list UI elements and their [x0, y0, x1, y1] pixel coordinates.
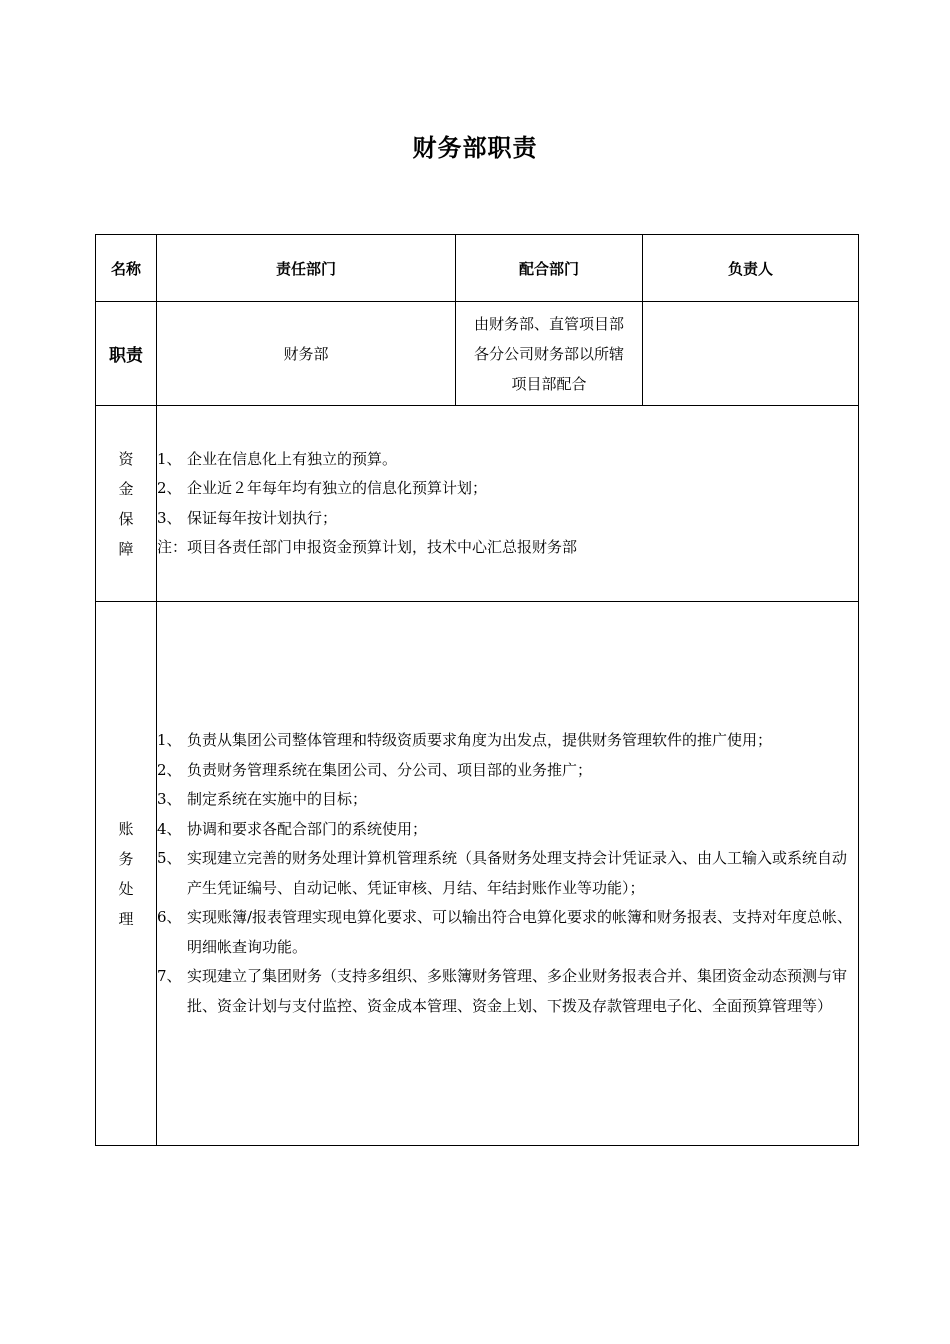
item-text: 企业在信息化上有独立的预算。	[187, 449, 398, 468]
label-char: 障	[118, 539, 134, 558]
duty-row	[96, 302, 859, 406]
item-text: 实现建立完善的财务处理计算机管理系统（具备财务处理支持会计凭证录入、由人工输入或系统自动产生凭证编号、自动记帐、凭证审核、月结、年结封账作业等功能）；	[187, 849, 848, 897]
accounting-section-label	[96, 602, 157, 1146]
list-item	[157, 815, 858, 845]
item-number: 3、	[157, 790, 182, 808]
accounting-section-row	[96, 602, 859, 1146]
cooperating-line: 项目部配合	[511, 374, 587, 393]
list-item	[157, 903, 858, 962]
item-number: 3、	[157, 508, 182, 527]
item-number: 1、	[157, 731, 182, 749]
header-cooperating-dept: 配合部门	[456, 235, 643, 302]
header-person-in-charge: 负责人	[643, 235, 859, 302]
item-number: 4、	[157, 819, 182, 838]
list-item	[157, 962, 858, 1021]
label-char: 务	[118, 849, 134, 868]
fund-section-label	[96, 406, 157, 602]
list-item	[157, 726, 858, 756]
responsible-dept-value: 财务部	[157, 302, 456, 406]
duty-label: 职责	[96, 302, 157, 406]
cooperating-line: 各分公司财务部以所辖	[473, 344, 624, 363]
cooperating-line: 由财务部、直管项目部	[473, 314, 624, 333]
item-number: 2、	[157, 479, 182, 497]
item-number: 5、	[157, 849, 182, 867]
page-title: 财务部职责	[412, 133, 538, 162]
list-item	[157, 504, 858, 534]
item-text: 负责财务管理系统在集团公司、分公司、项目部的业务推广；	[187, 760, 593, 779]
fund-note: 注：项目各责任部门申报资金预算计划，技术中心汇总报财务部	[157, 538, 578, 556]
header-responsible-dept: 责任部门	[157, 235, 456, 302]
item-text: 保证每年按计划执行；	[187, 508, 338, 527]
item-number: 1、	[157, 449, 182, 468]
item-number: 6、	[157, 908, 182, 926]
item-number: 2、	[157, 760, 182, 779]
list-item	[157, 445, 858, 475]
fund-section-content	[157, 406, 859, 602]
duty-table	[95, 234, 859, 1146]
list-item	[157, 474, 858, 504]
label-char: 处	[118, 879, 134, 898]
item-number: 7、	[157, 967, 182, 985]
list-item	[157, 785, 858, 815]
accounting-section-content	[157, 602, 859, 1146]
label-char: 保	[118, 509, 134, 528]
list-item	[157, 756, 858, 786]
item-text: 制定系统在实施中的目标；	[187, 790, 368, 808]
item-text: 负责从集团公司整体管理和特级资质要求角度为出发点，提供财务管理软件的推广使用；	[187, 731, 773, 749]
list-item	[157, 844, 858, 903]
label-char: 账	[118, 819, 134, 838]
person-in-charge-value	[643, 302, 859, 406]
item-text: 实现账簿/报表管理实现电算化要求、可以输出符合电算化要求的帐簿和财务报表、支持对年度总帐、明细帐查询功能。	[187, 908, 853, 956]
label-char: 理	[118, 909, 134, 928]
cooperating-dept-value	[456, 302, 643, 406]
item-text: 企业近２年每年均有独立的信息化预算计划；	[187, 479, 488, 497]
header-name: 名称	[96, 235, 157, 302]
item-text: 实现建立了集团财务（支持多组织、多账簿财务管理、多企业财务报表合并、集团资金动态预测与审批、资金计划与支付监控、资金成本管理、资金上划、下拨及存款管理电子化、全面预算管理等）	[187, 967, 848, 1015]
label-char: 资	[118, 449, 134, 468]
label-char: 金	[118, 479, 134, 498]
header-row	[96, 235, 859, 302]
item-text: 协调和要求各配合部门的系统使用；	[187, 819, 428, 838]
fund-section-row	[96, 406, 859, 602]
